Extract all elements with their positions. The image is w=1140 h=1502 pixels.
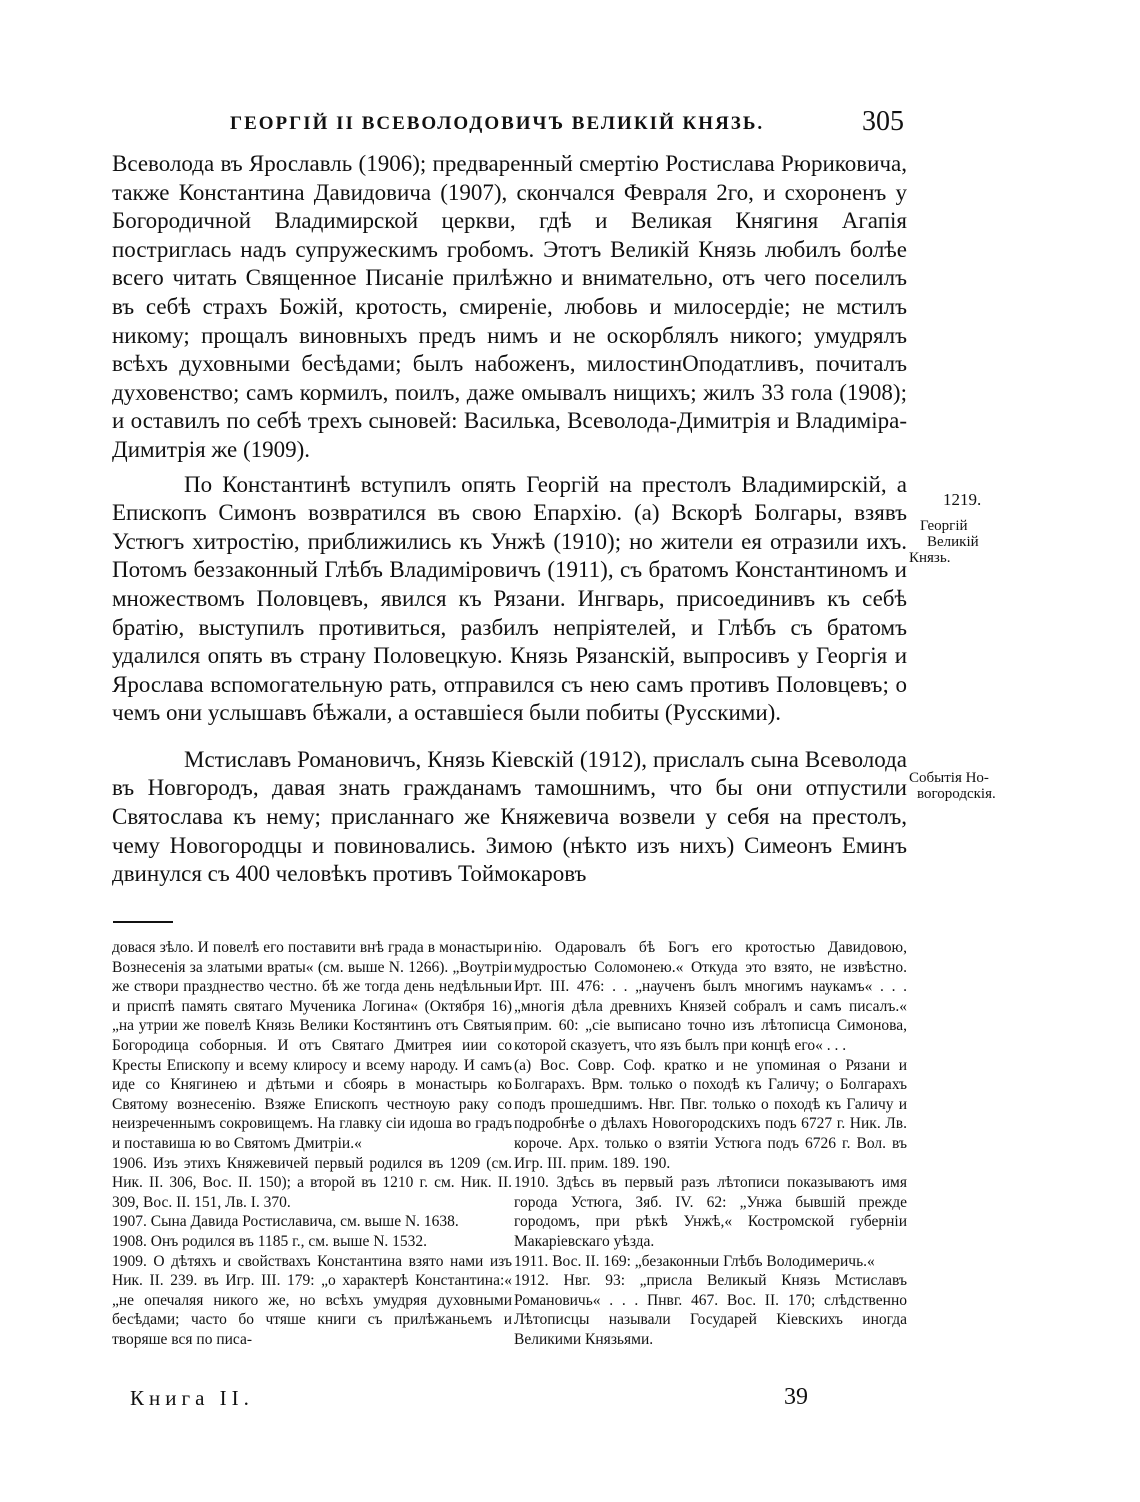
footnote-number: 1907.	[112, 1213, 147, 1231]
footnote-number: 1912.	[514, 1272, 549, 1290]
running-header-title: ГЕОРГІЙ II ВСЕВОЛОДОВИЧЪ ВЕЛИКІЙ КНЯЗЬ.	[230, 113, 765, 134]
footnote	[112, 1252, 512, 1350]
paragraph: Всеволода въ Ярославль (1906); предваренный смертію Ростислава Рюриковича, также Константина Давидовича (1907), скончался Февраля 2го, и схороненъ у Богородичной Владимирской церкви, гдѣ и Великая Княгиня Агапія постриглась надъ супружескимъ гробомъ. Этотъ Великій Князь любилъ болѣе всего читать Священное Писаніе прилѣжно и внимательно, отъ чего поселилъ въ себѣ страхъ Божій, кротость, смиреніе, любовь и милосердіе; не мстилъ никому; прощалъ виновныхъ предъ нимъ и не оскорблялъ никого; умудрялъ всѣхъ духовными бесѣдами; былъ набоженъ, милостинОподатливъ, почиталъ духовенство; самъ кормилъ, поилъ, даже омывалъ нищихъ; жилъ 33 гола (1908); и оставилъ по себѣ трехъ сыновей: Василька, Всеволода-Димитрія и Владиміра-Димитрія же (1909).	[112, 151, 907, 462]
footnote	[514, 1173, 907, 1251]
footnotes-left-column	[112, 938, 512, 1349]
footnote-text: О дѣтяхъ и свойствахъ Константина взято нами изъ Ник. II. 239. въ Игр. III. 179: „о характерѣ Константина:« „не опечаляя никого же, но всѣхъ умудряя духовными бесѣдами; часто бо чтяше книги съ прилѣжаньемъ и творяше вся по писа-	[112, 1252, 512, 1348]
footnote	[112, 1232, 512, 1252]
footnote	[112, 1212, 512, 1232]
footnote	[514, 1252, 907, 1272]
footnote-text: нію. Одаровалъ бѣ Богъ его кротостью Давидовою, мудростью Соломонею.« Откуда это взято, не извѣстно. Ирт. III. 476: . . „наученъ былъ многимъ наукамъ« . . . „многія дѣла древнихъ Князей собралъ и самъ писалъ.« прим. 60: „сіе выписано точно изъ лѣтописца Симонова, которой сказуетъ, что язъ былъ при концѣ его« . . .	[514, 939, 907, 1054]
margin-note-events-2: вогородскія.	[917, 786, 996, 802]
footnote-number: 1909.	[112, 1252, 147, 1270]
book-label: Книга II.	[130, 1386, 254, 1410]
footnote	[112, 938, 512, 1154]
footnote	[514, 938, 907, 1056]
paragraph: Мстиславъ Романовичъ, Князь Кіевскій (1912), прислалъ сына Всеволода въ Новгородъ, давая знать гражданамъ тамошнимъ, что бы они отпустили Святослава къ нему; присланнаго же Княжевича возвели у себя на престолъ, чему Новогородцы и повиновались. Зимою (нѣкто изъ нихъ) Симеонъ Еминъ двинулся съ 400 человѣкъ противъ Тоймокаровъ	[112, 746, 907, 887]
margin-note-year: 1219.	[943, 490, 982, 509]
footnote-text: Сына Давида Ростиславича, см. выше N. 1638.	[150, 1213, 459, 1231]
footnote	[514, 1271, 907, 1349]
footnote-number: (а)	[514, 1056, 532, 1074]
footnote-number: 1906.	[112, 1154, 147, 1172]
footnote-text: Вос. Совр. Соф. кратко и не упоминая о Рязани и Болгарахъ. Врм. только о походѣ къ Галичу; о Болгарахъ подъ прошедшимъ. Нвг. Пвг. только о походѣ къ Галичу и подробнѣе о дѣлахъ Новогородскихъ подъ 6727 г. Ник. Лв. короче. Арх. только о взятіи Устюга подъ 6726 г. Вол. въ Игр. III. прим. 189. 190.	[514, 1056, 908, 1172]
margin-note-georgy-1: Георгій	[920, 518, 968, 534]
margin-note-georgy-2: Великій	[927, 534, 979, 550]
page-number: 305	[862, 106, 904, 137]
footnote	[112, 1154, 512, 1213]
footnote-number: 1908.	[112, 1232, 147, 1250]
footnote-number: 1911.	[514, 1252, 549, 1270]
footnote-text: Нвг. 93: „присла Великый Князь Мстиславъ Романовичь« . . . Пнвг. 467. Вос. II. 170; слѣдственно Лѣтописцы называли Государей Кіевскихъ иногда Великими Князьями.	[514, 1272, 907, 1348]
footnotes-right-column	[514, 938, 907, 1349]
footnote-number: 1910.	[514, 1174, 549, 1192]
paragraph: По Константинѣ вступилъ опять Георгій на престолъ Владимирскій, а Епископъ Симонъ возвратился въ свою Епархію. (а) Вскорѣ Болгары, взявъ Устюгъ хитростію, приближились къ Унжѣ (1910); но жители ея отразили ихъ. Потомъ беззаконный Глѣбъ Владиміровичъ (1911), съ братомъ Константиномъ и множествомъ Половцевъ, явился къ Рязани. Ингварь, присоединивъ къ себѣ братію, выступилъ противиться, разбилъ непріятелей, и Глѣбъ съ братомъ удалился опять въ страну Половецкую. Князь Рязанскій, выпросивъ у Георгія и Ярослава вспомогательную рать, отправился съ нею самъ противъ Половцевъ; о чемъ они услышавъ бѣжали, а оставшіеся были побиты (Русскими).	[112, 471, 907, 726]
signature-mark: 39	[784, 1384, 808, 1410]
margin-note-events-1: Событія Но-	[909, 770, 989, 786]
main-text	[112, 150, 907, 889]
footnote	[514, 1056, 907, 1174]
margin-note-georgy-3: Князь.	[909, 550, 951, 566]
footnote-text: Онъ родился въ 1185 г., см. выше N. 1532.	[150, 1232, 428, 1250]
footnote-rule	[113, 921, 173, 923]
footnote-text: Вос. II. 169: „безаконныи Глѣбъ Володимеричь.«	[552, 1252, 875, 1270]
footnote-text: Изъ этихъ Княжевичей первый родился въ 1209 (см. Ник. II. 306, Вос. II. 150); а второй въ 1210 г. см. Ник. II. 309, Вос. II. 151, Лв. I. 370.	[112, 1154, 513, 1211]
footnote-text: Здѣсь въ первый разъ лѣтописи показываютъ имя города Устюга, Зяб. IV. 62: „Унжа бывшій прежде городомъ, при рѣкѣ Унжѣ,« Костромской губерніи Макаріевскаго уѣзда.	[514, 1174, 907, 1250]
footnote-text: довася зѣло. И повелѣ его поставити внѣ града в монастыри Вознесенія за златыми враты« (см. выше N. 1266). „Воутріи же створи празднество честно. бѣ же тогда день недѣльныи и приспѣ память святаго Мученика Логина« (Октября 16) „на утрии же повелѣ Князь Велики Костянтинъ отъ Святыя Богородица соборныя. И отъ Святаго Дмитрея иии со Кресты Епископу и всему клиросу и всему народу. И самъ иде со Княгинею и дѣтьми и сбоярь в монастырь ко Святому вознесенію. Взяже Епископъ честноую раку со неизреченнымъ сокровищемъ. На главку сіи идоша во градъ и поставиша ю во Святомъ Дмитріи.«	[112, 939, 512, 1152]
